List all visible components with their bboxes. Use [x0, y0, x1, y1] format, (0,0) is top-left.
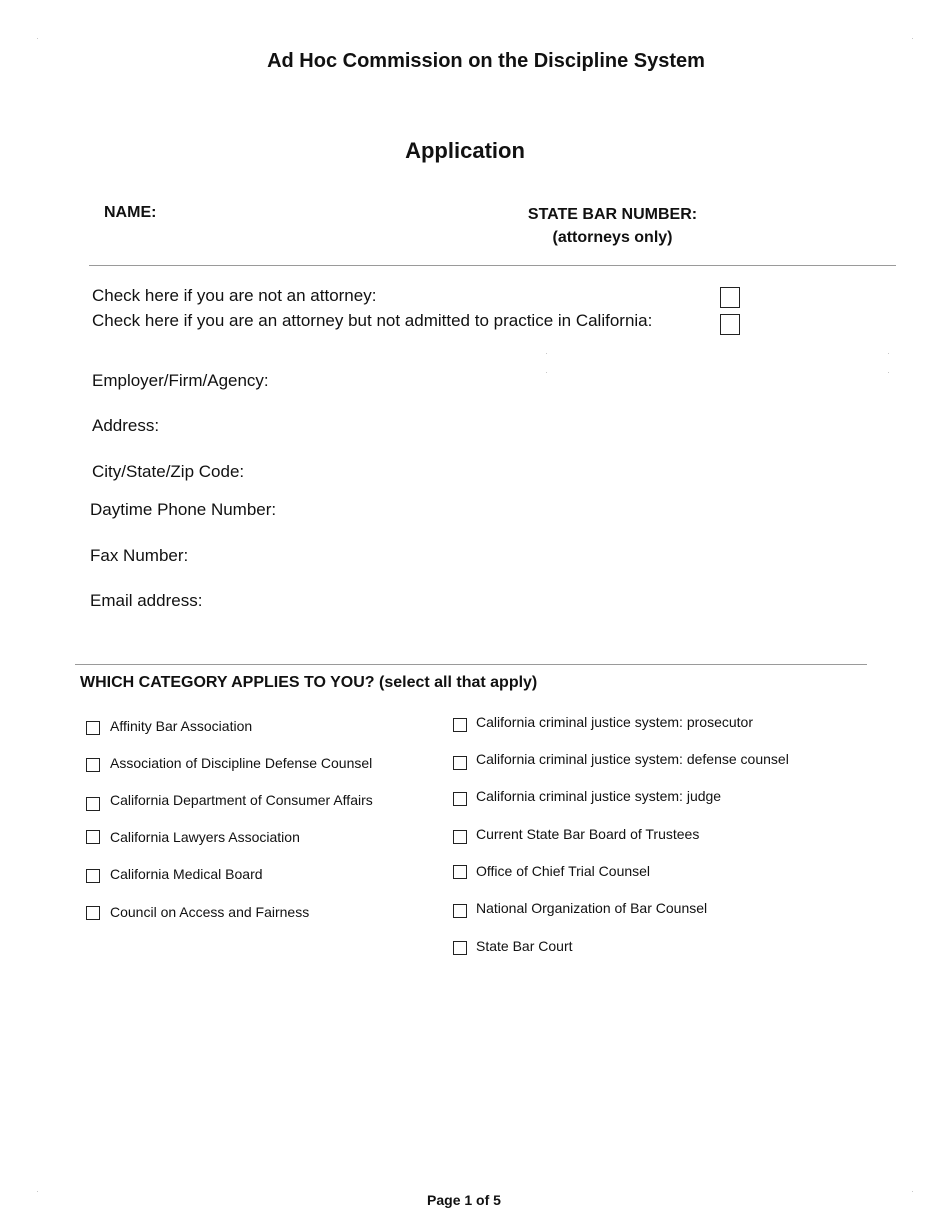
- corner-mark: [912, 38, 913, 39]
- category-label: State Bar Court: [476, 938, 573, 954]
- page-number: Page 1 of 5: [427, 1192, 501, 1208]
- category-checkbox[interactable]: [86, 797, 100, 811]
- category-checkbox[interactable]: [453, 904, 467, 918]
- category-checkbox[interactable]: [453, 830, 467, 844]
- employer-label: Employer/Firm/Agency:: [92, 371, 269, 390]
- category-checkbox[interactable]: [453, 792, 467, 806]
- category-checkbox[interactable]: [86, 830, 100, 844]
- corner-mark: [37, 38, 38, 39]
- corner-mark: [546, 372, 547, 373]
- category-checkbox[interactable]: [453, 718, 467, 732]
- not-attorney-checkbox[interactable]: [720, 287, 740, 308]
- fax-label: Fax Number:: [90, 546, 189, 565]
- category-divider: [75, 664, 867, 665]
- category-checkbox[interactable]: [86, 721, 100, 735]
- corner-mark: [888, 353, 889, 354]
- corner-mark: [912, 1191, 913, 1192]
- category-label: Association of Discipline Defense Counsel: [110, 755, 373, 771]
- category-label: California Lawyers Association: [110, 829, 300, 845]
- category-heading: WHICH CATEGORY APPLIES TO YOU? (select all that apply): [80, 674, 538, 691]
- not-admitted-label: Check here if you are an attorney but not admitted to practice in California:: [92, 311, 653, 330]
- city-state-zip-label: City/State/Zip Code:: [92, 462, 245, 481]
- email-label: Email address:: [90, 591, 203, 610]
- phone-label: Daytime Phone Number:: [90, 500, 277, 519]
- document-title: Ad Hoc Commission on the Discipline System: [267, 50, 705, 72]
- corner-mark: [37, 1191, 38, 1192]
- address-label: Address:: [92, 416, 160, 435]
- category-label: National Organization of Bar Counsel: [476, 900, 708, 916]
- form-title: Application: [405, 138, 525, 163]
- section-divider: [89, 265, 896, 266]
- category-checkbox[interactable]: [453, 865, 467, 879]
- category-checkbox[interactable]: [453, 756, 467, 770]
- category-label: Current State Bar Board of Trustees: [476, 826, 700, 842]
- category-label: California criminal justice system: judge: [476, 788, 722, 804]
- not-admitted-checkbox[interactable]: [720, 314, 740, 335]
- category-label: Affinity Bar Association: [110, 718, 253, 734]
- category-checkbox[interactable]: [86, 869, 100, 883]
- name-label: NAME:: [104, 204, 157, 221]
- category-label: Council on Access and Fairness: [110, 904, 310, 920]
- corner-mark: [888, 372, 889, 373]
- corner-mark: [546, 353, 547, 354]
- category-checkbox[interactable]: [86, 906, 100, 920]
- not-attorney-label: Check here if you are not an attorney:: [92, 286, 377, 305]
- bar-number-label-group: [520, 203, 705, 249]
- bar-number-note: (attorneys only): [552, 229, 673, 246]
- category-checkbox[interactable]: [453, 941, 467, 955]
- category-label: California Medical Board: [110, 866, 263, 882]
- category-checkbox[interactable]: [86, 758, 100, 772]
- category-label: California criminal justice system: defense counsel: [476, 751, 789, 767]
- category-label: Office of Chief Trial Counsel: [476, 863, 651, 879]
- bar-number-label: STATE BAR NUMBER:: [527, 206, 698, 223]
- category-label: California Department of Consumer Affairs: [110, 792, 373, 808]
- category-label: California criminal justice system: prosecutor: [476, 714, 753, 730]
